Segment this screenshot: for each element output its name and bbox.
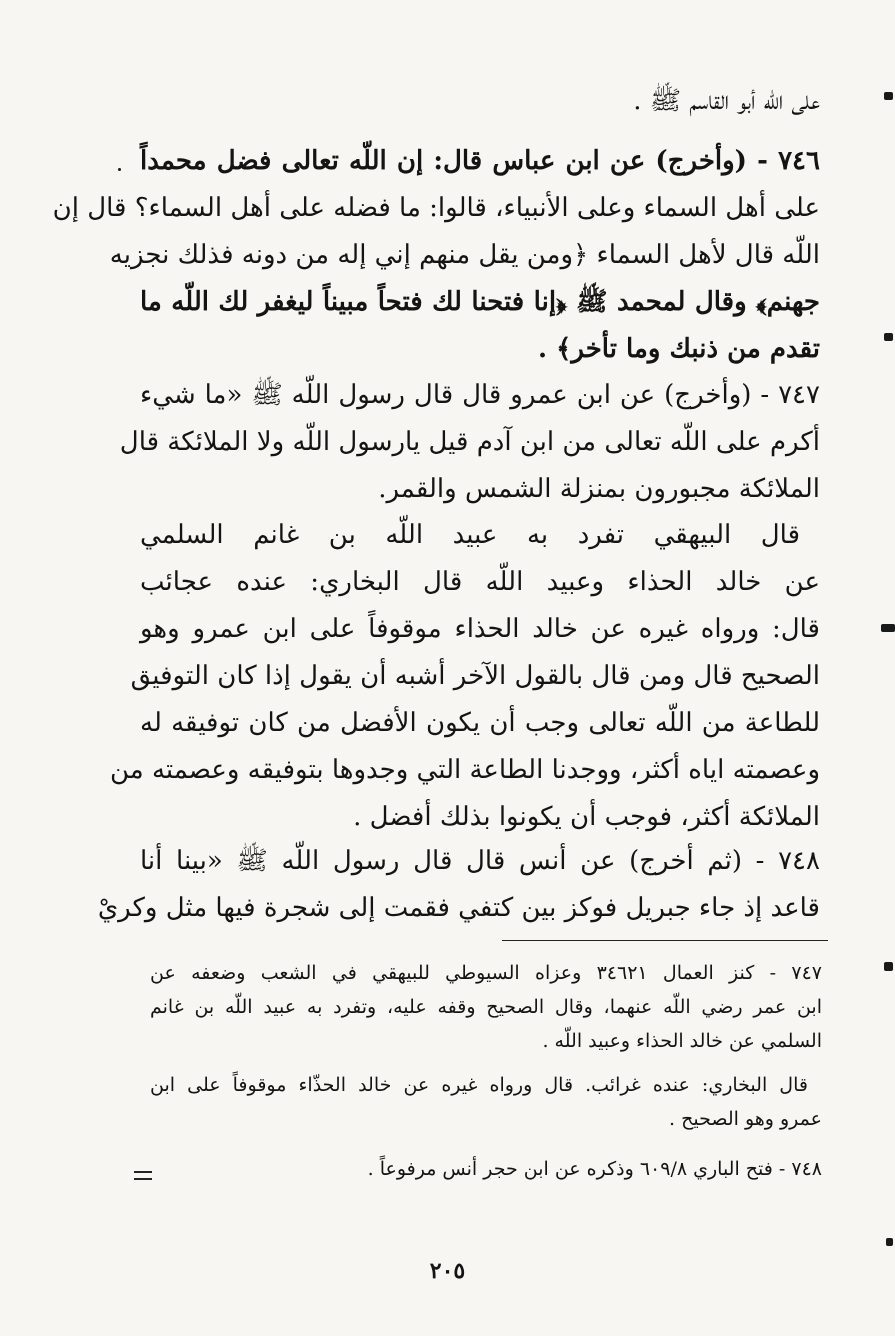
- text-line: أكرم على اللّه تعالى من ابن آدم قيل يارسول اللّه ولا الملائكة قال: [119, 427, 820, 457]
- text-line: اللّه قال لأهل السماء ﴿ومن يقل منهم إني إله من دونه فذلك نجزيه: [109, 240, 820, 270]
- scan-mark: [886, 1238, 893, 1246]
- text-line: على أهل السماء وعلى الأنبياء، قالوا: ما فضله على أهل السماء؟ قال إن: [52, 193, 820, 223]
- text-line: ٧٤٨ - (ثم أخرج) عن أنس قال قال رسول اللّه ﷺ «بينا أنا: [140, 846, 820, 876]
- continuation-mark: [134, 1171, 152, 1185]
- hadith-746: [52, 138, 820, 373]
- hadith-747: [119, 372, 820, 513]
- page-number: ٢٠٥: [429, 1258, 466, 1284]
- scan-mark: [884, 92, 893, 100]
- hadith-748: [97, 838, 820, 932]
- text-line: الملائكة مجبورون بمنزلة الشمس والقمر.: [378, 474, 820, 504]
- footnote-line: قال البخاري: عنده غرائب. قال ورواه غيره عن خالد الحذّاء موقوفاً على ابن: [150, 1074, 808, 1096]
- text-line: عن خالد الحذاء وعبيد اللّه قال البخاري: عنده عجائب: [140, 567, 820, 597]
- text-line: قاعد إذ جاء جبريل فوكز بين كتفي فقمت إلى شجرة فيها مثل وكريْ: [97, 893, 820, 923]
- footnote-line: ٧٤٨ - فتح الباري ٦٠٩/٨ وذكره عن ابن حجر أنس مرفوعاً .: [367, 1158, 822, 1180]
- footnote-bukhari: [150, 1068, 822, 1136]
- footnote-748: [150, 1152, 822, 1186]
- text-line: ٧٤٧ - (وأخرج) عن ابن عمرو قال قال رسول اللّه ﷺ «ما شيء: [140, 380, 820, 410]
- paragraph-continuation: [140, 78, 820, 125]
- footnote-separator: [502, 940, 828, 941]
- footnote-line: عمرو وهو الصحيح .: [669, 1108, 822, 1130]
- scan-mark: [884, 962, 893, 971]
- scan-mark: [118, 168, 121, 171]
- scan-mark: [881, 624, 895, 632]
- text-line: تقدم من ذنبك وما تأخر﴾ .: [538, 334, 820, 364]
- text-line: ٧٤٦ - (وأخرج) عن ابن عباس قال: إن اللّه تعالى فضل محمداً: [140, 146, 820, 176]
- footnote-line: السلمي عن خالد الحذاء وعبيد اللّه .: [542, 1030, 822, 1052]
- footnote-line: ابن عمر رضي اللّه عنهما، وقال الصحيح وقفه عليه، وتفرد به عبيد اللّه بن غانم: [150, 996, 822, 1018]
- text-line: وعصمته اياه أكثر، ووجدنا الطاعة التي وجدوها بتوفيقه وعصمته من: [110, 755, 820, 785]
- footnote-line: ٧٤٧ - كنز العمال ٣٤٦٢١ وعزاه السيوطي للبيهقي في الشعب وضعفه عن: [150, 962, 823, 984]
- text-line: الملائكة أكثر، فوجب أن يكونوا بذلك أفضل .: [353, 802, 820, 832]
- text-line: للطاعة من اللّه تعالى وجب أن يكون الأفضل من كان توفيقه له: [140, 708, 820, 738]
- text-line: على اللّه أبو القاسم ﷺ .: [633, 86, 820, 116]
- footnote-747: [150, 956, 822, 1058]
- commentary-bayhaqi: [110, 512, 820, 841]
- scan-mark: [884, 333, 893, 341]
- text-line: قال: ورواه غيره عن خالد الحذاء موقوفاً على ابن عمرو وهو: [140, 614, 820, 644]
- text-line: الصحيح قال ومن قال بالقول الآخر أشبه أن يقول إذا كان التوفيق: [130, 661, 820, 691]
- text-line: قال البيهقي تفرد به عبيد اللّه بن غانم السلمي: [140, 520, 800, 550]
- text-line: جهنم﴾ وقال لمحمد ﷺ ﴿إنا فتحنا لك فتحاً مبيناً ليغفر لك اللّه ما: [140, 287, 820, 317]
